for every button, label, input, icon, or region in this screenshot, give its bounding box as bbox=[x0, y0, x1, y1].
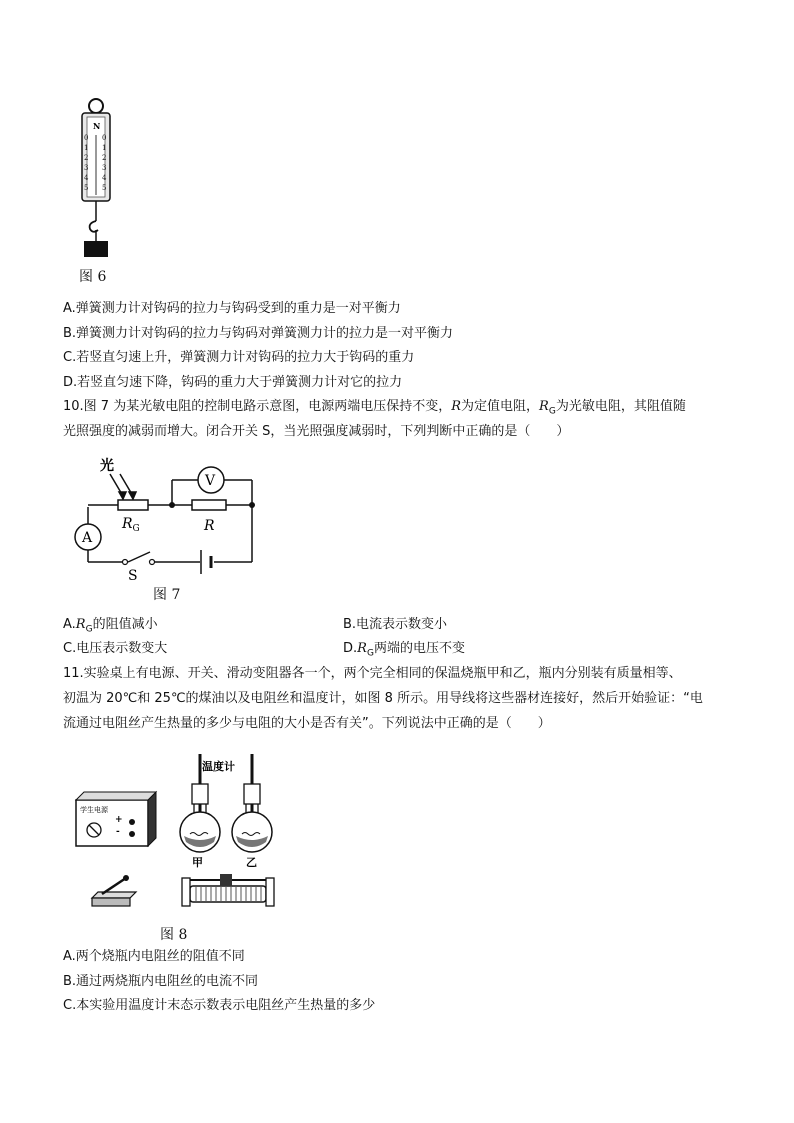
q9-option-a: A.弹簧测力计对钩码的拉力与钩码受到的重力是一对平衡力 bbox=[63, 301, 401, 316]
svg-text:5: 5 bbox=[102, 184, 107, 192]
figure-6-caption: 图 6 bbox=[79, 269, 107, 285]
figure-7-caption: 图 7 bbox=[153, 587, 181, 603]
svg-text:R: R bbox=[204, 518, 215, 534]
svg-text:A: A bbox=[82, 530, 93, 546]
figure-8-caption: 图 8 bbox=[160, 927, 188, 943]
svg-text:-: - bbox=[116, 827, 120, 837]
q11-option-c: C.本实验用温度计末态示数表示电阻丝产生热量的多少 bbox=[63, 998, 376, 1013]
flask-yi bbox=[232, 754, 272, 852]
q11-stem-line2: 初温为 20℃和 25℃的煤油以及电阻丝和温度计，如图 8 所示。用导线将这些器材连接好，然后开始验证：“电 bbox=[63, 691, 703, 706]
svg-text:2: 2 bbox=[84, 154, 89, 162]
q11-option-b: B.通过两烧瓶内电阻丝的电流不同 bbox=[63, 974, 259, 989]
svg-text:1: 1 bbox=[102, 144, 107, 152]
photoresistor-rg bbox=[118, 500, 148, 510]
knife-switch bbox=[92, 875, 136, 906]
resistor-r bbox=[192, 500, 226, 510]
switch-label: S bbox=[128, 568, 138, 582]
svg-text:4: 4 bbox=[102, 174, 107, 182]
light-arrows bbox=[110, 474, 136, 499]
svg-text:RG: $R_G$ bbox=[122, 516, 140, 534]
q10-stem-line2: 光照强度的减弱而增大。闭合开关 S，当光照强度减弱时，下列判断中正确的是（ ） bbox=[63, 424, 570, 439]
svg-text:3: 3 bbox=[102, 164, 107, 172]
thermometer-label: 温度计 bbox=[202, 760, 235, 773]
q9-option-d: D.若竖直匀速下降，钩码的重力大于弹簧测力计对它的拉力 bbox=[63, 375, 403, 390]
sliding-rheostat bbox=[182, 874, 274, 906]
svg-text:乙: 乙 bbox=[246, 856, 257, 869]
svg-text:3: 3 bbox=[84, 164, 89, 172]
top-ring bbox=[89, 99, 103, 113]
svg-text:学生电源: 学生电源 bbox=[80, 806, 108, 814]
q10-stem-line1: 10.图 7 为某光敏电阻的控制电路示意图，电源两端电压保持不变，R为定值电阻，$R_G$为光敏电阻，其阻值随 bbox=[63, 399, 686, 417]
figure-7-circuit bbox=[70, 452, 270, 582]
q11-stem-line1: 11.实验桌上有电源、开关、滑动变阻器各一个，两个完全相同的保温烧瓶甲和乙，瓶内分别装有质量相等、 bbox=[63, 666, 682, 681]
battery-icon bbox=[201, 550, 211, 574]
unit-label: N bbox=[93, 121, 101, 131]
switch-blade bbox=[128, 552, 150, 562]
q11-stem-line3: 流通过电阻丝产生热量的多少与电阻的大小是否有关”。下列说法中正确的是（ ） bbox=[63, 716, 551, 731]
weight-block bbox=[84, 241, 108, 257]
q10-option-a: $A.R_G$的阻值减小 bbox=[63, 617, 158, 635]
light-label: 光 bbox=[100, 458, 114, 474]
power-supply bbox=[76, 792, 156, 846]
q11-option-a: A.两个烧瓶内电阻丝的阻值不同 bbox=[63, 949, 245, 964]
q9-option-b: B.弹簧测力计对钩码的拉力与钩码对弹簧测力计的拉力是一对平衡力 bbox=[63, 326, 454, 341]
svg-text:0: 0 bbox=[102, 134, 107, 142]
svg-text:V: V bbox=[205, 473, 216, 489]
svg-text:2: 2 bbox=[102, 154, 107, 162]
figure-8-apparatus bbox=[70, 748, 310, 918]
q10-option-c: C.电压表示数变大 bbox=[63, 641, 168, 656]
q9-option-c: C.若竖直匀速上升，弹簧测力计对钩码的拉力大于钩码的重力 bbox=[63, 350, 415, 365]
svg-text:5: 5 bbox=[84, 184, 89, 192]
svg-text:1: 1 bbox=[84, 144, 89, 152]
svg-text:+: + bbox=[115, 815, 123, 825]
q10-option-d: $D.R_G$两端的电压不变 bbox=[343, 641, 465, 659]
svg-text:0: 0 bbox=[84, 134, 89, 142]
figure-6-spring-scale bbox=[70, 95, 130, 265]
q10-option-b: B.电流表示数变小 bbox=[343, 617, 448, 632]
svg-text:甲: 甲 bbox=[192, 856, 203, 869]
svg-text:4: 4 bbox=[84, 174, 89, 182]
